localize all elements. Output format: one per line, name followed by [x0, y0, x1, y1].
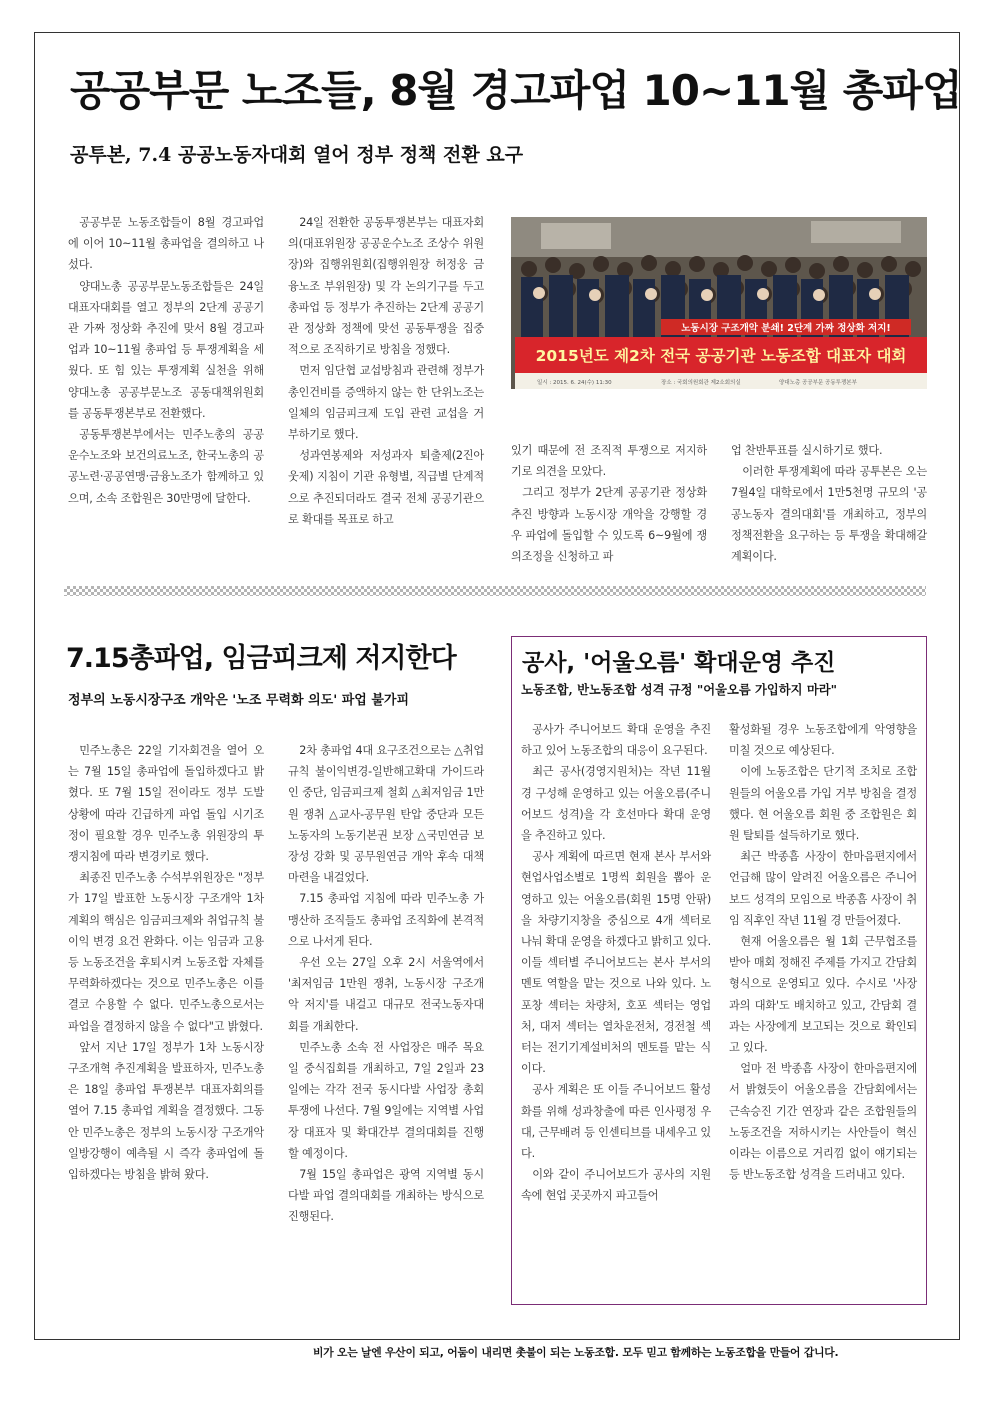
- article1-column-4: [731, 440, 927, 567]
- rally-photo-illustration: [511, 217, 927, 389]
- paragraph: 24일 전환한 공동투쟁본부는 대표자회의(대표위원장 공공운수노조 조상수 위원장)와 집행위원회(집행위원장 허정웅 금융노조 부위원장) 및 각 논의기구를 두고 총파업 등 정부가 추진하는 2단계 공공기관 정상화 정책에 맞선 공동투쟁을 집중적으로 조직하기로 방침을 정했다.: [288, 216, 484, 357]
- paragraph: 2차 총파업 4대 요구조건으로는 △취업규칙 불이익변경-일반해고확대 가이드라인 중단, 임금피크제 철회 △최저임금 1만원 쟁취 △교사-공무원 탄압 중단과 모든 노동자의 노동기본권 보장 △국민연금 보장성 강화 및 공무원연금 개악 후속 대책 마련을 내걸었다.: [288, 744, 484, 885]
- banner-date: 일시 : 2015. 6. 24(수) 11:30: [537, 380, 612, 386]
- sidebar-column-2: [729, 719, 917, 1185]
- paragraph: 민주노총은 22일 기자회견을 열어 오는 7월 15일 총파업에 돌입하겠다고 밝혔다. 또 7월 15일 전이라도 정부 도발 상황에 따라 긴급하게 파업 돌입 시기조정이 필요할 경우 민주노총 위원장의 투쟁지침에 따라 변경키로 했다.: [68, 744, 264, 864]
- paragraph: 이와 같이 주니어보드가 공사의 지원 속에 현업 곳곳까지 파고들어: [521, 1168, 711, 1203]
- paragraph: 활성화될 경우 노동조합에게 악영향을 미칠 것으로 예상된다.: [729, 723, 917, 758]
- paragraph: 우선 오는 27일 오후 2시 서울역에서 '최저임금 1만원 쟁취, 노동시장 구조개악 저지'를 내걸고 대규모 전국노동자대회를 개최한다.: [288, 956, 484, 1033]
- headline: 공공부문 노조들, 8월 경고파업 10~11월 총파업: [70, 66, 962, 115]
- paragraph: 양대노총 공공부문노동조합들은 24일 대표자대회를 열고 정부의 2단계 공공기관 가짜 정상화 추진에 맞서 8월 경고파업과 10~11월 총파업 등 투쟁계획을 세웠다. 또 힘 있는 투쟁계획 실천을 위해 양대노총 공공부문노조 공동대책위원회를 공동투쟁본부로 전환했다.: [68, 279, 264, 420]
- banner-host: 양대노총 공공부문 공동투쟁본부: [779, 380, 857, 386]
- subheadline: 공투본, 7.4 공공노동자대회 열어 정부 정책 전환 요구: [70, 144, 524, 166]
- paragraph: 최근 박종흠 사장이 한마음편지에서 언급해 많이 알려진 어울오름은 주니어보드 성격의 모임으로 박종흠 사장이 취임 직후인 작년 11월 경 만들어졌다.: [729, 850, 917, 927]
- paragraph: 이러한 투쟁계획에 따라 공투본은 오는 7월4일 대학로에서 1만5천명 규모의 '공공노동자 결의대회'를 개최하고, 정부의 정책전환을 요구하는 등 투쟁을 확대해갈 계획이다.: [731, 465, 927, 564]
- paragraph: 공동투쟁본부에서는 민주노총의 공공운수노조와 보건의료노조, 한국노총의 공공노련·공공연맹·금융노조가 함께하고 있으며, 소속 조합원은 30만명에 달한다.: [68, 428, 264, 505]
- main-banner-text: 2015년도 제2차 전국 공공기관 노동조합 대표자 대회: [535, 347, 907, 365]
- paragraph: 최근 공사(경영지원처)는 작년 11월 경 구성해 운영하고 있는 어울오름(주니어보드 성격)을 각 호선마다 확대 운영을 추진하고 있다.: [521, 765, 711, 843]
- paragraph: 공사 계획에 따르면 현재 본사 부서와 현업사업소별로 1명씩 회원을 뽑아 운영하고 있는 어울오름(회원 15명 안팎)을 차량기지창을 중심으로 4개 섹터로 나눠 확대 운영을 하겠다고 밝히고 있다. 이들 섹터별 주니어보드는 본사 부서의 멘토 역할을 맡는 것으로 나와 있다. 노포창 섹터는 차량처, 호포 섹터는 영업처, 대저 섹터는 열차운전처, 경전철 섹터는 전기기계설비처의 멘토를 맡는 식이다.: [521, 850, 711, 1076]
- paragraph: 공공부문 노동조합들이 8월 경고파업에 이어 10~11월 총파업을 결의하고 나섰다.: [68, 216, 264, 272]
- article1-column-2: [288, 212, 484, 530]
- banner-venue: 장소 : 국회의원회관 제2소회의실: [661, 380, 741, 386]
- paragraph: 공사 계획은 또 이들 주니어보드 활성화를 위해 성과창출에 따른 인사평정 우대, 근무배려 등 인센티브를 내세우고 있다.: [521, 1083, 711, 1161]
- paragraph: 민주노총 소속 전 사업장은 매주 목요일 중식집회를 개최하고, 7일 2일과 23일에는 각각 전국 동시다발 사업장 총회 투쟁에 나선다. 7월 9일에는 지역별 사업장 대표자 및 확대간부 결의대회를 진행할 예정이다.: [288, 1040, 484, 1160]
- paragraph: 7.15 총파업 지침에 따라 민주노총 가맹산하 조직들도 총파업 조직화에 본격적으로 나서게 된다.: [288, 892, 484, 948]
- paragraph: 앞서 지난 17일 정부가 1차 노동시장 구조개혁 추진계획을 발표하자, 민주노총은 18일 총파업 투쟁본부 대표자회의를 열어 7.15 총파업 계획을 결정했다. 그동안 민주노총은 정부의 노동시장 구조개악 일방강행이 예측될 시 즉각 총파업에 돌입하겠다는 방침을 밝혀 왔다.: [68, 1040, 264, 1182]
- paragraph: 최종진 민주노총 수석부위원장은 "정부가 17일 발표한 노동시장 구조개악 1차 계획의 핵심은 임금피크제와 취업규칙 불이익 변경 요건 완화다. 이는 임금과 고용 등 노동조건을 후퇴시켜 노동조합 자체를 무력화하겠다는 것으로 민주노총은 이를 결코 수용할 수 없다. 민주노총으로서는 파업을 결정하지 않을 수 없다"고 밝혔다.: [68, 871, 264, 1033]
- paragraph: 이에 노동조합은 단기적 조치로 조합원들의 어울오름 가입 거부 방침을 결정했다. 현 어울오름 회원 중 조합원은 회원 탈퇴를 설득하기로 했다.: [729, 765, 917, 843]
- sidebar-column-1: [521, 719, 711, 1207]
- sidebar-title: 공사, '어울오름' 확대운영 추진: [522, 650, 836, 676]
- paragraph: 먼저 임단협 교섭방침과 관련해 정부가 총인건비를 증액하지 않는 한 단위노조는 일체의 임금피크제 도입 관련 교섭을 거부하기로 했다.: [288, 364, 484, 442]
- sidebar-kicker: 노동조합, 반노동조합 성격 규정 "어울오름 가입하지 마라": [521, 682, 837, 697]
- upper-banner-text: 노동시장 구조개악 분쇄! 2단계 가짜 정상화 저지!: [681, 323, 891, 334]
- article2-column-1: [68, 740, 264, 1185]
- paragraph: 그리고 정부가 2단계 공공기관 정상화 추진 방향과 노동시장 개악을 강행할 경우 파업에 돌입할 수 있도록 6~9월에 쟁의조정을 신청하고 파: [511, 486, 707, 564]
- rally-photo: [511, 217, 927, 389]
- paragraph: 성과연봉제와 저성과자 퇴출제(2진아웃제) 지침이 기관 유형별, 직급별 단계적으로 추진되더라도 결국 전체 공공기관으로 확대를 목표로 하고: [288, 449, 484, 526]
- paragraph: 얼마 전 박종흠 사장이 한마음편지에서 밝혔듯이 어울오름을 간담회에서는 근속승진 기간 연장과 같은 조합원들의 노동조건을 저하시키는 사안들이 혁신이라는 이름으로 거리낌 없이 얘기되는 등 반노동조합 성격을 드러내고 있다.: [729, 1062, 917, 1182]
- paragraph: 있기 때문에 전 조직적 투쟁으로 저지하기로 의견을 모았다.: [511, 444, 707, 479]
- paragraph: 7월 15일 총파업은 광역 지역별 동시다발 파업 결의대회를 개최하는 방식으로 진행된다.: [288, 1168, 484, 1224]
- article2-column-2: [288, 740, 484, 1228]
- article1-column-3: [511, 440, 707, 567]
- paragraph: 공사가 주니어보드 확대 운영을 추진하고 있어 노동조합의 대응이 요구된다.: [521, 723, 711, 758]
- article2-kicker: 정부의 노동시장구조 개악은 '노조 무력화 의도' 파업 불가피: [68, 693, 410, 708]
- article2-title: 7.15총파업, 임금피크제 저지한다: [66, 643, 456, 674]
- article1-column-1: [68, 212, 264, 509]
- paragraph: 업 찬반투표를 실시하기로 했다.: [731, 444, 883, 457]
- paragraph: 현재 어울오름은 월 1회 근무협조를 받아 매회 정해진 주제를 가지고 간담회 형식으로 운영되고 있다. 수시로 '사장과의 대화'도 배치하고 있고, 간담회 결과는 사장에게 보고되는 것으로 확인되고 있다.: [729, 935, 917, 1055]
- section-divider: [64, 586, 926, 596]
- footer-slogan: 비가 오는 날엔 우산이 되고, 어둠이 내리면 촛불이 되는 노동조합. 모두 믿고 함께하는 노동조합을 만들어 갑니다.: [313, 1346, 839, 1359]
